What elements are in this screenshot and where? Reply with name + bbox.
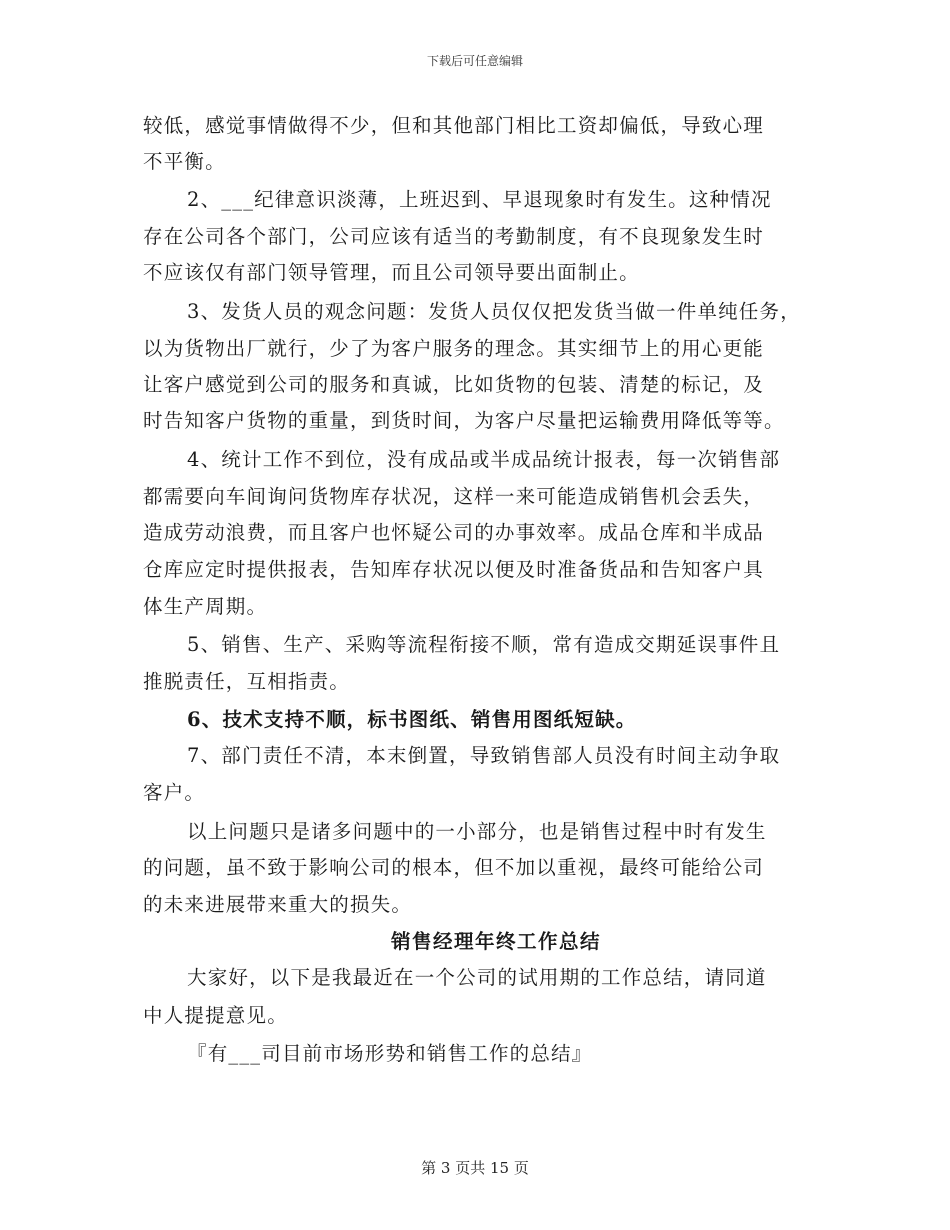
body-line: 的未来进展带来重大的损失。 [143,893,413,916]
body-line: 3、发货人员的观念问题：发货人员仅仅把发货当做一件单纯任务， [187,300,801,323]
body-line: 2、___纪律意识淡薄，上班迟到、早退现象时有发生。这种情况 [187,188,772,211]
body-line: 都需要向车间询问货物库存状况，这样一来可能造成销售机会丢失， [143,485,765,508]
page-header: 下载后可任意编辑 [426,54,523,68]
body-line: 存在公司各个部门，公司应该有适当的考勤制度，有不良现象发生时 [143,225,765,248]
body-line: 让客户感觉到公司的服务和真诚，比如货物的包装、清楚的标记，及 [143,373,765,396]
page-footer: 第 3 页共 15 页 [421,1159,529,1177]
body-line: 大家好，以下是我最近在一个公司的试用期的工作总结，请同道 [187,966,767,989]
body-line: 以上问题只是诸多问题中的一小部分，也是销售过程中时有发生 [187,820,767,843]
body-line: 4、统计工作不到位，没有成品或半成品统计报表，每一次销售部 [187,448,781,471]
body-line: 推脱责任，互相指责。 [143,670,351,693]
body-line: 5、销售、生产、采购等流程衔接不顺，常有造成交期延误事件且 [187,633,781,656]
body-line: 较低，感觉事情做得不少，但和其他部门相比工资却偏低，导致心理 [143,114,765,137]
body-line: 仓库应定时提供报表，告知库存状况以便及时准备货品和告知客户具 [143,558,765,581]
body-line: 客户。 [143,781,206,804]
body-line: 的问题，虽不致于影响公司的根本，但不加以重视，最终可能给公司 [143,856,765,879]
body-line: 不应该仅有部门领导管理，而且公司领导要出面制止。 [143,261,640,284]
body-line: 不平衡。 [143,150,226,173]
body-line: 中人提提意见。 [143,1004,288,1027]
body-line: 体生产周期。 [143,595,268,618]
section-title: 销售经理年终工作总结 [390,930,601,953]
body-line-bold: 6、技术支持不顺，标书图纸、销售用图纸短缺。 [187,708,637,731]
body-line: 造成劳动浪费，而且客户也怀疑公司的办事效率。成品仓库和半成品 [143,521,765,544]
body-line: 以为货物出厂就行，少了为客户服务的理念。其实细节上的用心更能 [143,337,765,360]
body-line: 时告知客户货物的重量，到货时间，为客户尽量把运输费用降低等等。 [143,409,785,432]
body-line: 7、部门责任不清，本末倒置，导致销售部人员没有时间主动争取 [187,744,781,767]
body-line: 『有___司目前市场形势和销售工作的总结』 [187,1042,593,1065]
